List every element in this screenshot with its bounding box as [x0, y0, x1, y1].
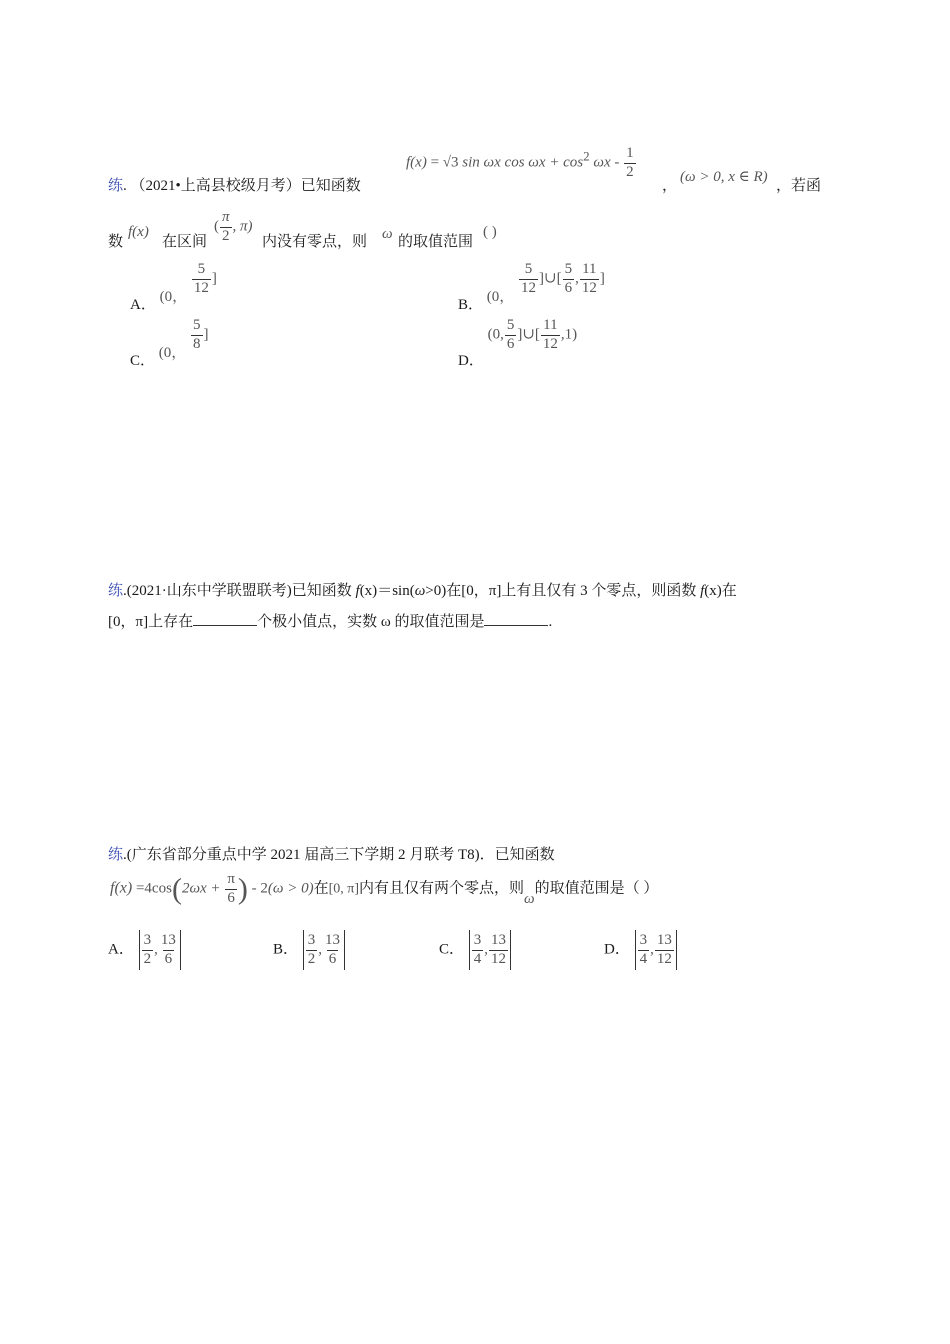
q1-option-c[interactable]	[130, 317, 209, 369]
q1-option-b-label: B．	[458, 296, 484, 313]
q1-option-b-num1: 5	[524, 261, 533, 277]
q1-answer-paren: ( )	[483, 224, 497, 240]
q3-option-a-label: A．	[108, 941, 134, 958]
q3-option-d-fraction-1	[638, 933, 650, 968]
q2-line2	[108, 610, 552, 631]
q1-option-b-mid: ]∪[	[539, 270, 562, 287]
q2-fx-d: (x)	[704, 583, 722, 599]
q1-option-b-fraction-1	[519, 262, 538, 297]
q3-line1-text: .(广东省部分重点中学 2021 届高三下学期 2 月联考 T8)．已知函数	[123, 847, 555, 863]
q1-tail: ，若函	[776, 178, 822, 194]
q1-option-a-pre: (0，	[159, 288, 188, 305]
q1-option-d-post: ,1)	[560, 326, 578, 343]
q1-option-a-post: ]	[211, 270, 217, 287]
q3-f-eq: =4cos	[132, 880, 172, 897]
q3-option-d-bracket-right	[676, 930, 677, 970]
q1-option-d[interactable]	[458, 317, 578, 369]
q1-formula-f: f(x)	[406, 154, 427, 171]
q2-line1-d: 在	[721, 583, 737, 599]
q1-interval-rest: , π)	[232, 218, 253, 235]
q1-option-d-mid: ]∪[	[517, 326, 540, 343]
q1-option-a-label: A．	[130, 296, 156, 313]
q3-prefix: 练	[108, 847, 124, 863]
q1-option-c-post: ]	[203, 326, 209, 343]
q2-line1-b: ＝sin(	[377, 583, 415, 599]
q3-line1	[108, 843, 555, 864]
q1-condition: (ω > 0, x ∈ R)	[680, 169, 768, 185]
q3-option-d-d1: 4	[639, 950, 648, 967]
q1-omega: ω	[382, 226, 393, 242]
q2-omega: ω	[414, 583, 426, 599]
q3-option-a[interactable]: A． $\frac{3}{2}$ , $\frac{13}{6}$	[108, 930, 182, 970]
q3-option-c-fraction-2	[489, 933, 508, 968]
q1-option-d-den1: 6	[506, 335, 515, 352]
q3-option-b-fraction-2	[323, 933, 342, 968]
q3-option-a-fraction-1	[142, 933, 154, 968]
q3-pi-num: π	[227, 871, 235, 887]
q1-option-d-label: D．	[458, 352, 484, 369]
q1-half-den: 2	[626, 163, 634, 180]
q3-option-b-bracket-left	[303, 930, 304, 970]
q1-option-b-fraction-3	[580, 262, 599, 297]
q1-option-c-label: C．	[130, 352, 156, 369]
q3-option-d[interactable]: D． $\frac{3}{4}$ , $\frac{13}{12}$	[604, 930, 678, 970]
q3-option-b-bracket-right	[344, 930, 345, 970]
q3-option-a-n2: 13	[160, 931, 176, 948]
q1-interval-open: (	[214, 218, 219, 235]
q3-option-d-fraction-2	[655, 933, 674, 968]
q1-option-a-fraction	[192, 262, 211, 297]
q1-option-b-fraction-2	[563, 262, 575, 297]
q1-formula-eq: =	[426, 154, 443, 171]
q1-prefix: 练	[108, 178, 124, 194]
q3-option-d-bracket-left	[635, 930, 636, 970]
q3-option-c-d2: 12	[491, 950, 507, 967]
q1-interval	[214, 210, 253, 245]
q3-formula-line	[110, 872, 658, 907]
q3-option-a-bracket-right	[180, 930, 181, 970]
q1-option-c-pre: (0，	[158, 344, 187, 361]
q1-option-c-num: 5	[193, 317, 201, 333]
q3-rest: 内有且仅有两个零点，则	[359, 880, 525, 897]
q3-option-a-d2: 6	[164, 950, 173, 967]
q2-line2-end: .	[548, 614, 553, 630]
q3-option-c-label: C．	[439, 941, 465, 958]
q3-f-b: (x)	[114, 879, 133, 897]
q3-option-c[interactable]: C． $\frac{3}{4}$ , $\frac{13}{12}$	[439, 930, 512, 970]
q3-option-b-n1: 3	[307, 931, 316, 948]
q3-option-b-label: B．	[273, 941, 299, 958]
q3-option-b-n2: 13	[325, 931, 341, 948]
q3-option-d-n2: 13	[656, 931, 672, 948]
q3-f-minus: - 2	[247, 880, 268, 897]
q1-formula-end: ωx -	[589, 154, 624, 171]
q3-f-a: f	[110, 879, 115, 897]
q3-zai: 在	[313, 880, 329, 897]
q1-option-a-num: 5	[197, 261, 206, 277]
q1-formula-mid: sin ωx cos ωx + cos	[462, 154, 584, 171]
q2-blank-1[interactable]	[193, 611, 257, 626]
q2-fx-c: f	[700, 583, 705, 599]
q3-rest2: 的取值范围是（ ）	[534, 880, 659, 897]
q3-paren-right: )	[237, 872, 248, 906]
q3-option-c-bracket-left	[469, 930, 470, 970]
q1-half-num: 1	[626, 145, 634, 161]
q1-line2-d: 的取值范围	[398, 234, 474, 250]
q3-interval: [0, π]	[328, 881, 360, 897]
q3-option-a-d1: 2	[143, 950, 152, 967]
q2-line1	[108, 579, 737, 600]
q3-option-d-n1: 3	[639, 931, 648, 948]
q1-option-b-den2: 6	[564, 279, 573, 296]
q3-option-c-d1: 4	[473, 950, 482, 967]
q1-option-a-den: 12	[193, 279, 209, 296]
q3-option-c-n2: 13	[491, 931, 507, 948]
q1-option-b-pre: (0，	[486, 288, 515, 305]
q1-option-b-den1: 12	[521, 279, 537, 296]
q2-prefix: 练	[108, 583, 124, 599]
q3-option-c-fraction-1	[472, 933, 484, 968]
q1-option-d-fraction-1	[505, 318, 517, 353]
q1-option-b[interactable]	[458, 261, 605, 313]
q2-fx-a: f	[355, 583, 360, 599]
q1-half-fraction	[624, 146, 636, 181]
q3-omega: ω	[524, 890, 535, 907]
q1-formula	[406, 146, 637, 181]
q1-pi-den: 2	[222, 227, 230, 244]
q3-option-b[interactable]: B． $\frac{3}{2}$ , $\frac{13}{6}$	[273, 930, 346, 970]
q3-option-a-n1: 3	[143, 931, 152, 948]
q1-option-d-fraction-2	[541, 318, 560, 353]
q1-option-c-den: 8	[193, 335, 201, 352]
q1-option-b-num3: 11	[582, 261, 597, 277]
q3-paren-left: (	[171, 872, 182, 906]
q1-line2-b: 在区间	[162, 234, 208, 250]
q2-fx-b: (x)	[359, 583, 378, 599]
q1-pi-num: π	[222, 209, 230, 225]
q2-line2-a: [0，π]上存在	[108, 614, 194, 630]
q3-option-c-n1: 3	[473, 931, 482, 948]
q1-tag: . （2021•上高县校级月考）已知函数	[123, 178, 361, 194]
q3-pi-den: 6	[227, 889, 235, 906]
q1-option-d-num1: 5	[506, 317, 515, 333]
q3-option-d-label: D．	[604, 941, 630, 958]
q1-fx: f(x)	[128, 224, 149, 240]
q3-pi-fraction	[225, 872, 237, 907]
q3-option-a-bracket-left	[139, 930, 140, 970]
q1-option-b-den3: 12	[581, 279, 597, 296]
q3-option-d-d2: 12	[656, 950, 672, 967]
q1-line2-a: 数	[108, 234, 124, 250]
q3-option-b-d1: 2	[307, 950, 316, 967]
q1-option-d-den2: 12	[542, 335, 558, 352]
q3-option-a-fraction-2	[159, 933, 178, 968]
q2-line1-a: .(2021·山东中学联盟联考)已知函数	[123, 583, 356, 599]
q1-formula-sqrt: √3	[442, 154, 459, 171]
q3-option-b-fraction-1	[306, 933, 318, 968]
q2-blank-2[interactable]	[484, 611, 548, 626]
q3-option-c-bracket-right	[510, 930, 511, 970]
q3-option-b-d2: 6	[328, 950, 337, 967]
q1-option-d-pre: (0,	[487, 326, 504, 343]
q1-line2-c: 内没有零点，则	[262, 234, 368, 250]
q3-inner-a: 2ωx +	[181, 880, 225, 897]
q3-f-cond: (ω > 0)	[267, 880, 314, 897]
q2-line1-c: >0)在[0，π]上有且仅有 3 个零点，则函数	[425, 583, 701, 599]
q1-option-b-post: ]	[599, 270, 605, 287]
q1-comma: ，	[662, 178, 678, 194]
q1-option-c-fraction	[191, 318, 203, 353]
q1-pi-fraction	[220, 210, 232, 245]
q2-line2-b: 个极小值点，实数 ω 的取值范围是	[257, 614, 485, 630]
q1-formula-sup: 2	[583, 148, 590, 164]
q1-option-d-num2: 11	[543, 317, 558, 333]
q1-line1-label	[108, 174, 361, 195]
q1-option-b-sep: ,	[575, 270, 579, 287]
q1-option-b-num2: 5	[564, 261, 573, 277]
q1-option-a[interactable]	[130, 261, 217, 313]
